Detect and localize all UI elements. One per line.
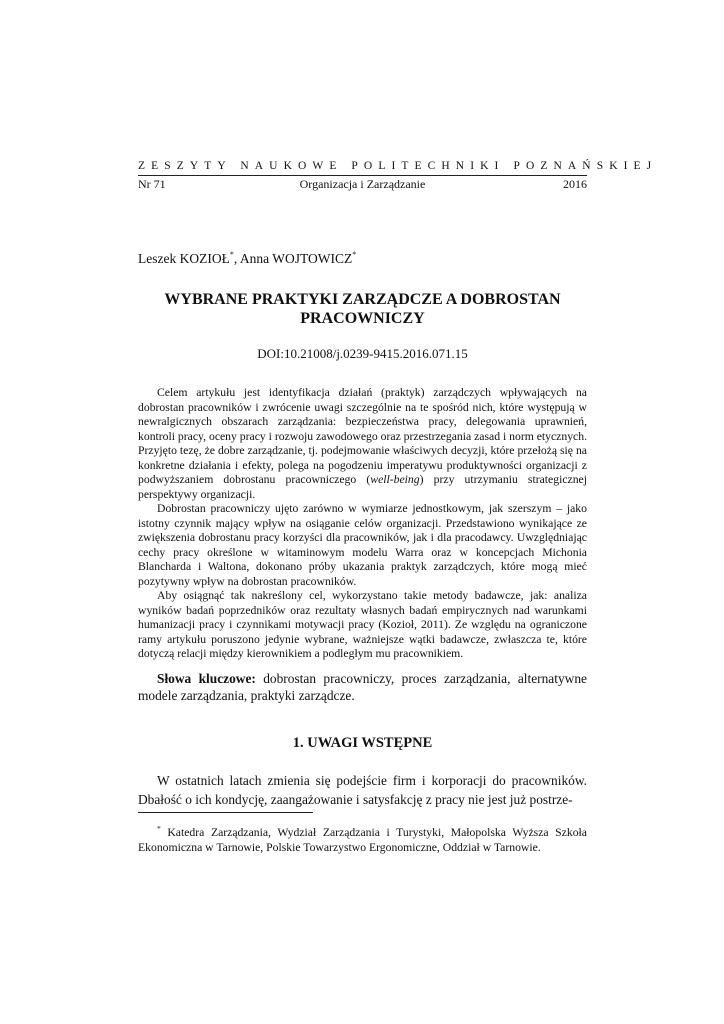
section-paragraph: W ostatnich latach zmienia się podejście firm i korporacji do pracowników. Dbałość o ich kondycję, zaangażowanie i satysfakcję z pracy nie jest już postrze- xyxy=(138,773,587,807)
footnote xyxy=(138,821,587,855)
footnote-rule xyxy=(138,812,313,813)
author-name: Anna WOJTOWICZ xyxy=(239,251,353,266)
section-heading: 1. UWAGI WSTĘPNE xyxy=(292,735,433,751)
footnote-marker: * xyxy=(229,250,234,259)
footnote-marker: * xyxy=(352,250,357,259)
author-name: Leszek KOZIOŁ xyxy=(138,251,230,266)
issue-number: Nr 71 xyxy=(138,177,166,191)
doi: DOI:10.21008/j.0239-9415.2016.071.15 xyxy=(257,346,468,361)
keywords xyxy=(138,670,587,704)
footnote-text: Katedra Zarządzania, Wydział Zarządzania i Turystyki, Małopolska Wyższa Szkoła Ekonomiczna w Tarnowie, Polskie Towarzystwo Ergonomiczne, Oddział w Tarnowie. xyxy=(138,826,587,854)
abstract xyxy=(138,386,587,662)
abstract-text: ) przy utrzymaniu strategicznej perspektywy organizacji. xyxy=(138,473,587,501)
abstract-paragraph xyxy=(138,386,587,502)
author-separator: , xyxy=(233,251,240,266)
keywords-text: dobrostan pracowniczy, proces zarządzania, alternatywne modele zarządzania, praktyki zarządcze. xyxy=(138,671,587,703)
authors-line xyxy=(138,250,356,267)
journal-name: ZESZYTY NAUKOWE POLITECHNIKI POZNAŃSKIEJ xyxy=(138,160,658,172)
journal-series: Organizacja i Zarządzanie xyxy=(299,177,426,191)
keywords-label: Słowa kluczowe: xyxy=(157,671,256,686)
article-title: WYBRANE PRAKTYKI ZARZĄDCZE A DOBROSTAN PRACOWNICZY xyxy=(164,291,561,327)
abstract-italic-term: well-being xyxy=(370,473,420,486)
abstract-paragraph: Dobrostan pracowniczy ujęto zarówno w wymiarze jednostkowym, jak szerszym – jako istotny czynnik mający wpływ na osiąganie celów organizacji. Przedstawiono wynikające ze zwiększenia dobrostanu pracy korzyści dla pracowników, jak i dla pracodawcy. Uwzględniając cechy pracy określone w witaminowym modelu Warra oraz w koncepcjach Michonia Blancharda i Waltona, dokonano próby ukazania praktyk zarządczych, które mogą mieć pozytywny wpływ na dobrostan pracowników. xyxy=(138,502,587,588)
header-rule xyxy=(138,175,587,176)
publication-year: 2016 xyxy=(563,177,587,191)
abstract-paragraph: Aby osiągnąć tak nakreślony cel, wykorzystano takie metody badawcze, jak: analiza wyników badań poprzedników oraz rezultaty własnych badań empirycznych nad warunkami humanizacji pracy i czynnikami motywacji pracy (Kozioł, 2011). Ze względu na ograniczone ramy artykułu poruszono jedynie wybrane, ważniejsze wątki badawcze, zwłaszcza te, które dotyczą relacji między kierownikiem a podległym mu pracownikiem. xyxy=(138,589,587,660)
footnote-marker: * xyxy=(157,824,161,833)
abstract-text: Celem artykułu jest identyfikacja działań (praktyk) zarządczych wpływających na dobrostan pracowników i zwrócenie uwagi szczególnie na te spośród nich, które występują w newralgicznych obszarach zarządzania: bezpieczeństwa pracy, delegowania uprawnień, kontroli pracy, oceny pracy i rozwoju zawodowego oraz przestrzegania zasad i norm etycznych. Przyjęto tezę, że dobre zarządzanie, tj. podejmowanie właściwych decyzji, które przełożą się na konkretne działania i efekty, polega na pogodzeniu imperatywu produktywności organizacji z podwyższaniem dobrostanu pracowniczego ( xyxy=(138,386,588,486)
